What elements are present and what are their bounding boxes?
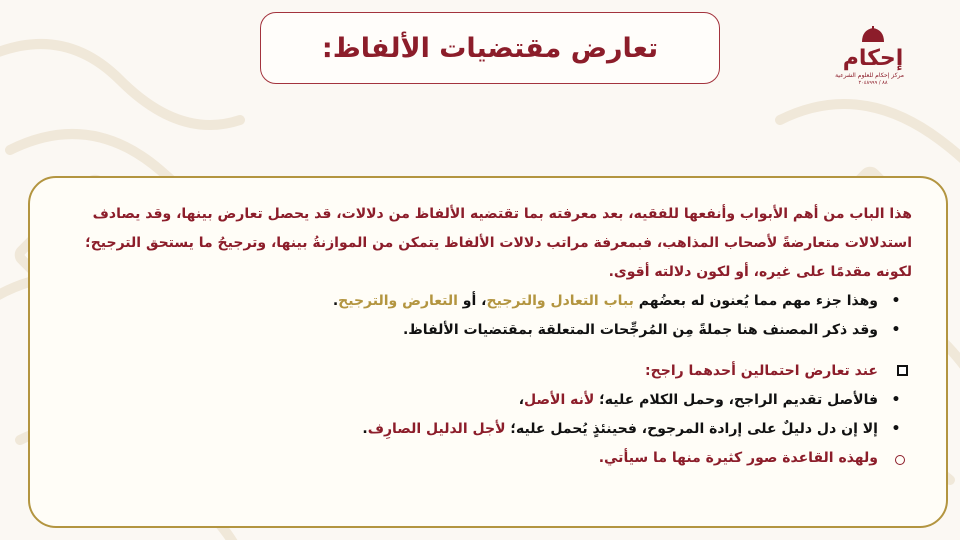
checkbox-square-icon xyxy=(897,365,908,376)
bullet-1-highlight-b: التعارض والترجيح xyxy=(338,293,458,309)
bullet-icon: • xyxy=(891,293,901,309)
section-item-2-text: إلا إن دل دليلٌ على إرادة المرجوح، فحينئذٍ يُحمل عليه؛ xyxy=(505,421,878,437)
section-item-1 xyxy=(72,386,912,415)
logo xyxy=(835,26,904,96)
section-heading-text: عند تعارض احتمالين أحدهما راجح: xyxy=(645,363,878,379)
dome-icon xyxy=(858,26,888,42)
logo-subtitle: مركز إحكام للعلوم الشرعية xyxy=(835,72,904,79)
bullet-1-text-b: ، أو xyxy=(457,293,487,309)
section-item-2 xyxy=(72,415,912,444)
circle-bullet-icon xyxy=(895,455,905,465)
bullet-1-text-a: وهذا جزء مهم مما يُعنون له بعضُهم xyxy=(633,293,878,309)
section-item-1-highlight: لأنه الأصل xyxy=(524,392,595,408)
bullet-item-1 xyxy=(72,287,912,316)
bullet-item-2 xyxy=(72,316,912,345)
content-box xyxy=(28,176,948,528)
section-heading xyxy=(72,357,912,386)
section-item-1-tail: ، xyxy=(518,392,525,408)
closing-item xyxy=(72,444,912,473)
closing-text: ولهذه القاعدة صور كثيرة منها ما سيأتي. xyxy=(598,450,878,466)
section-item-2-highlight: لأجل الدليل الصارِف xyxy=(367,421,506,437)
title-box xyxy=(260,12,720,84)
bullet-icon: • xyxy=(891,322,901,338)
logo-name: إحكام xyxy=(842,46,904,71)
bullet-1-highlight-a: بباب التعادل والترجيح xyxy=(486,293,634,309)
bullet-1-text-c: . xyxy=(332,293,339,309)
logo-code: ٨٨ / ٢٠٤٨٩٩٩ xyxy=(858,80,888,86)
content xyxy=(72,200,912,473)
section-item-2-tail: . xyxy=(362,421,368,437)
bullet-icon: • xyxy=(891,421,901,437)
intro-paragraph: هذا الباب من أهم الأبواب وأنفعها للفقيه، بعد معرفته بما تقتضيه الألفاظ من دلالات، قد يحصل تعارض بينها، وقد يصادف استدلالات متعارضةً لأصحاب المذاهب، فبمعرفة مراتب دلالات الألفاظ يتمكن من الموازنةُ بينها، وترجيحُ ما يستحق الترجيح؛ لكونه مقدمًا على غيره، أو لكون دلالته أقوى. xyxy=(85,206,912,280)
bullet-2-text: وقد ذكر المصنف هنا جملةً مِن المُرجِّحات المتعلقة بمقتضيات الألفاظ. xyxy=(402,322,878,338)
section-item-1-text: فالأصل تقديم الراجح، وحمل الكلام عليه؛ xyxy=(594,392,878,408)
page-title: تعارض مقتضيات الألفاظ: xyxy=(321,32,659,64)
bullet-icon: • xyxy=(891,392,901,408)
